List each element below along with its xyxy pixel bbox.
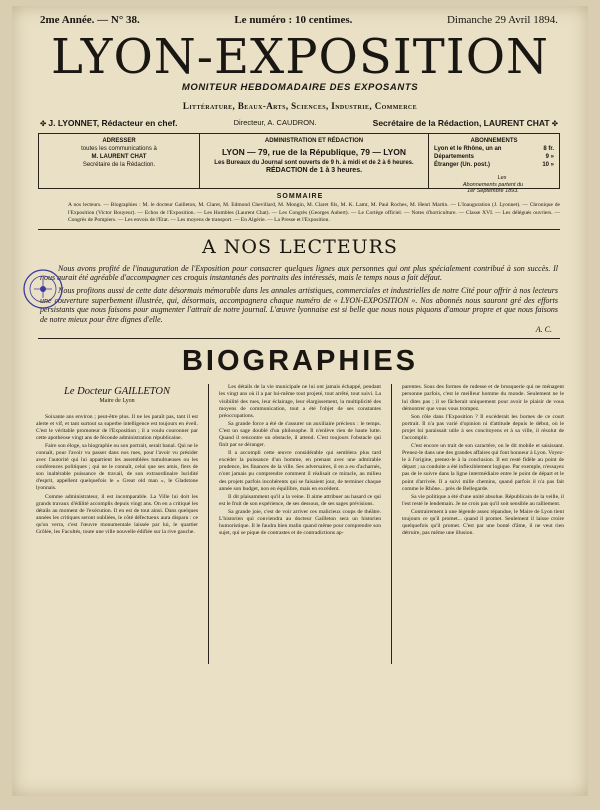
biography-paragraph: Il dit plaisamment qu'il a la veine. Il aime attribuer au hasard ce qui est le fruit de son expérience, de ses dessous, de ses sages prévisions. [219, 493, 381, 507]
subscriptions-column [429, 134, 559, 194]
director: Directeur, A. CAUDRON. [233, 118, 317, 127]
biography-column-3 [402, 384, 564, 664]
biography-column-1 [36, 384, 198, 664]
lecteurs-title: A NOS LECTEURS [202, 235, 398, 258]
issue-number: 2me Année. — N° 38. [40, 14, 140, 26]
contact-column [39, 134, 200, 188]
administration-column [200, 134, 429, 188]
summary-text: A nos lecteurs. — Biographies : M. le docteur Gailleton, M. Claret, M. Edmond Chevillard, M. Mongin, M. Claret fils, M. K. Lamt, M. Paul Roches, M. Henri Martin. — L'Inauguration (J. Lyonnet). — Chronique de l'Exposition (Victor Bouyeur). — Echos de l'Exposition. — Les Humbles (Laurent Chat). — Les Congrès (Georges Aubert). — Le Cortège officiel. — Notes d'horticulture. — Classe XVI. — Les délégués ouvriers. — Congrès de Pompiers. — Les envois de l'Etat. — Les moyens de transport. — En Algérie. — La Presse et l'Exposition. [68, 202, 560, 224]
biography-paragraph: C'est encore un trait de son caractère, on le dit mobile et saisissant. Prenez-le dans une des grandes affaires qui font honneur à Lyon. Voyez-le à l'origine, prenez-le à la conclusion. Il est resté fidèle au point de départ ; sa conduite a été inflexiblement logique. Par exemple, n'essayez pas de le suivre dans la ligne intermédiaire entre le point de départ et le point d'arrivée. Il a suivi mille chemins, quand parfois il n'a pas fait comme le Rhône... près de Bellegarde. [402, 443, 564, 492]
secretary: Secrétaire de la Rédaction, LAURENT CHAT ✤ [372, 118, 558, 128]
lecteurs-paragraph: Nous profitons aussi de cette date désormais mémorable dans les annales artistiques, commerciales et industrielles de notre Cité pour offrir à nos lecteurs une couverture superbement illustrée, qui, désormais, accompagnera chaque numéro de « LYON-EXPOSITION ». Nos abonnés nous sauront gré des efforts persistants que nous faisons pour augmenter l'attrait de notre journal. L'œuvre lyonnaise est si belle que nous nous piquons d'amour propre et que nous faisons de notre mieux pour être dignes d'elle. [40, 285, 558, 324]
subscriptions-heading: ABONNEMENTS [470, 138, 518, 144]
contact-line: toutes les communications à [81, 146, 157, 152]
biography-paragraph: parentes. Sous des formes de rudesse et de brusquerie qui ne ménagent personne parfois, c'est le meilleur homme du monde. Seulement ne le lui dites pas ; il se fâcherait uniquement pour avoir le plaisir de vous démontrer que vous vous trompez. [402, 384, 564, 412]
column-separator [208, 384, 209, 664]
biography-paragraph: Sa grande joie, c'est de voir arriver ces malicieux coups de théâtre. L'historien qui conviendra au docteur Gailleton sera un historien humoristique. Il le faudra bien malin quand même pour comprendre son sujet, qui se pique de contrastes et de contradictions ap- [219, 508, 381, 537]
column-separator [391, 384, 392, 664]
biography-paragraph: Soixante ans environ ; peut-être plus. Il ne les paraît pas, tant il est alerte et vif, et tant surtout sa superbe intelligence est toujours en éveil. C'est le véritable promoteur de l'Exposition ; il a voulu couronner par cette apothéose vingt ans de féconde administration républicaine. [36, 413, 198, 441]
biography-paragraph: Contrairement à une légende assez répandue, le Maire de Lyon tient toujours ce qu'il promet... quand il promet. Seulement il laisse croire quelquefois qu'il promet. C'est par une bonté d'âme, il ne veut rien détruire, pas même une illusion. [402, 508, 564, 537]
biography-paragraph: Sa grande force a été de s'assurer un auxiliaire précieux : le temps. C'est un sage doublé d'un philosophe. Il n'enlève rien de haute lutte. Quand il rencontre un obstacle, il attend. C'est toujours l'obstacle qui finit par se déranger. [219, 420, 381, 449]
biography-paragraph: Comme administrateur, il est incomparable. La Ville lui doit les grands travaux d'édilité accomplis depuis vingt ans. On en a critiqué les détails au moment de l'exécution. Il en est de tout ainsi. Dans quelques années les critiques seront oubliées, le côté défectueux aura disparu : ce qu'on verra, c'est l'œuvre monumentale laissée par lui, le quartier Grôlée, les Facultés, toute une ville nouvelle édifiée sur la rive gauche. [36, 493, 198, 536]
biography-role: Maire de Lyon [99, 398, 135, 405]
biography-columns [36, 384, 564, 664]
contact-heading: ADRESSER [102, 138, 136, 144]
subscription-row: Départements 9 » [434, 154, 554, 160]
lecteurs-paragraph: Nous avons profité de l'inauguration de l'Exposition pour consacrer quelques lignes aux personnes qui ont plus spécialement contribué à son succès. Il nous aurait été agréable d'accompagner ces croquis instantanés des portraits des intéressés, mais le temps nous a fait défaut. [40, 263, 558, 283]
library-stamp-icon [22, 268, 64, 310]
info-box [38, 133, 560, 194]
administration-heading: ADMINISTRATION ET RÉDACTION [264, 138, 364, 144]
biography-paragraph: Les détails de la vie municipale ne lui ont jamais échappé, pendant les vingt ans où il a par lui-même tout projeté, tout arrêté, tout suivi. La visibilité des rues, leur éclairage, leur élargissement, la multiplicité des moyens de communication, tout a été l'objet de ses constantes préoccupations. [219, 384, 381, 419]
masthead-subtitle: MONITEUR HEBDOMADAIRE DES EXPOSANTS [181, 82, 419, 93]
administration-address: LYON — 79, rue de la République, 79 — LYON [221, 147, 407, 157]
biography-column-2 [219, 384, 381, 664]
biography-paragraph: Son rôle dans l'Exposition ? Il excéderait les bornes de ce court portrait. Il n'a pas varié d'opinion ni d'attitude depuis le début, où le projet lui paraissait utile à ses concitoyens et à sa ville, il résolut de l'accomplir. [402, 413, 564, 441]
biography-paragraph: Il a accompli cette œuvre considérable qui semblera plus tard excéder la puissance d'un homme, en prenant avec une admirable prudence, les finances de la ville. Ses adversaires, il en a eu d'acharnés, n'ont jamais pu comprendre comment il réalisait ce miracle, au milieu des projets parfois incohérents qui se faisaient jour, de terminer chaque année son budget, non en équilibre, mais en excédent. [219, 450, 381, 492]
contact-line: M. LAURENT CHAT [91, 154, 147, 160]
office-hours: Les Bureaux du Journal sont ouverts de 9 h. à midi et de 2 à 6 heures. [214, 160, 414, 166]
biographies-title: BIOGRAPHIES [181, 345, 419, 378]
staff-line [12, 118, 588, 128]
biography-paragraph: Sa vie politique a été d'une unité absolue. Républicain de la veille, il l'est resté le lendemain. Je ne crois pas qu'il soit sensible au ralliement. [402, 493, 564, 507]
masthead-topics: Littérature, Beaux-Arts, Sciences, Industrie, Commerce [182, 101, 418, 111]
redaction-hours: RÉDACTION de 1 à 3 heures. [265, 167, 363, 174]
masthead-title: LYON-EXPOSITION [50, 29, 550, 85]
summary-heading: SOMMAIRE [276, 193, 324, 200]
subscription-row: Étranger (Un. post.) 10 » [434, 162, 554, 168]
biography-paragraph: Faire son éloge, sa biographie ou son portrait, serait banal. Qui ne le connaît, pour l'avoir vu passer dans nos rues, pour l'avoir vu présider avec l'autorité qui lui appartient les assemblées tumultueuses ou les conférences politiques ; qui ne le connaît, celui que ses amis, fiers de son inaltérable puissance de travail, de son extraordinaire lucidité d'esprit, appellent quelquefois le « Great old man », le Gladstone lyonnais. [36, 442, 198, 492]
editor-in-chief: ✤ J. LYONNET, Rédacteur en chef. [40, 118, 178, 128]
issue-price: Le numéro : 10 centimes. [234, 14, 353, 26]
lecteurs-text [40, 264, 558, 325]
contact-line: Secrétaire de la Rédaction. [82, 162, 156, 168]
lecteurs-signature: A. C. [535, 325, 552, 335]
newspaper-page [12, 6, 588, 796]
issue-date: Dimanche 29 Avril 1894. [446, 14, 558, 26]
issue-info-bar [12, 6, 588, 26]
biography-name: Le Docteur GAILLETON [64, 386, 170, 398]
subscription-note: Les Abonnements partent du 1er Septembre 1893. [462, 175, 524, 194]
divider [38, 229, 560, 230]
divider [38, 338, 560, 339]
subscription-row: Lyon et le Rhône, un an 8 fr. [434, 146, 554, 152]
